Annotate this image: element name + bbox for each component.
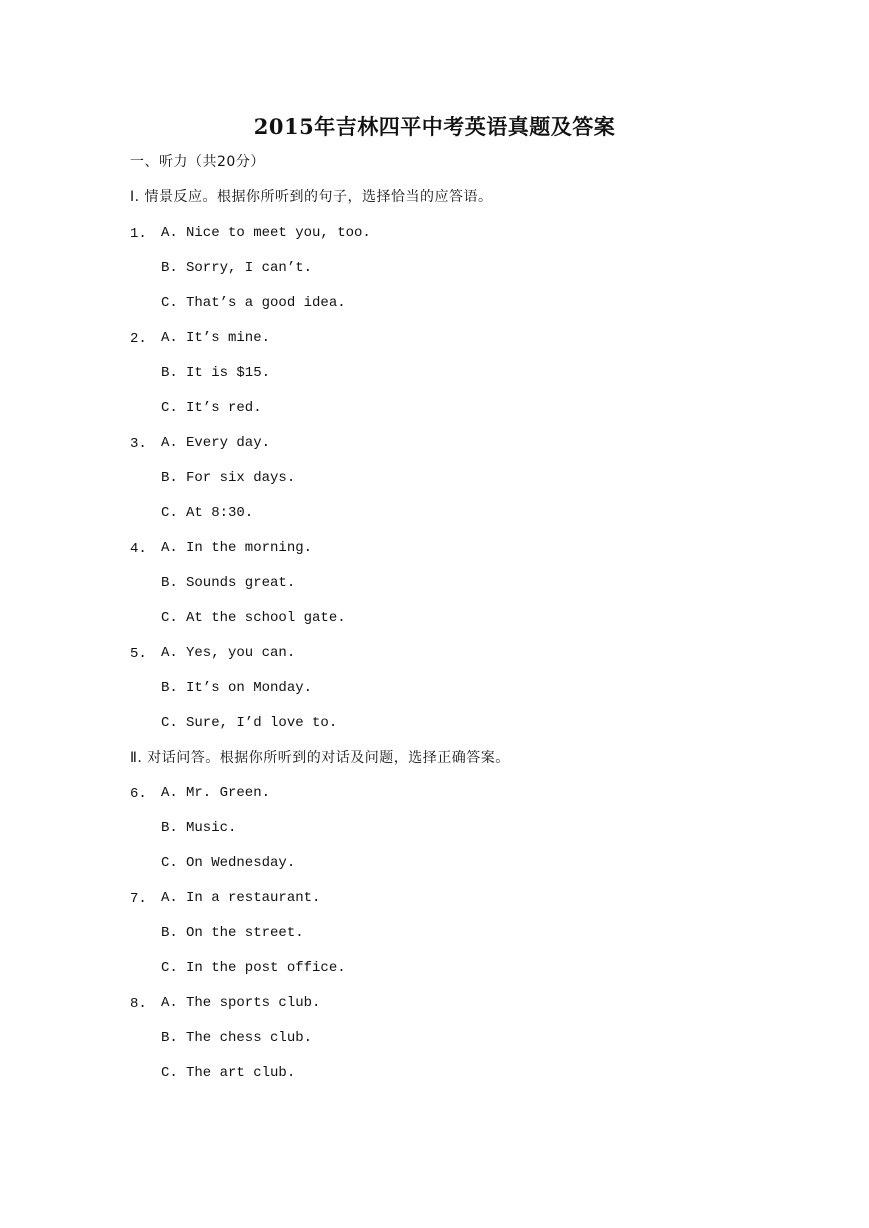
answer-option xyxy=(161,851,295,875)
option-letter: C. xyxy=(161,855,178,871)
answer-option xyxy=(161,781,270,805)
answer-option xyxy=(161,711,337,735)
option-text: Sounds great. xyxy=(186,575,296,591)
option-letter: B. xyxy=(161,260,178,276)
answer-option xyxy=(161,256,312,280)
option-letter: B. xyxy=(161,680,178,696)
option-letter: C. xyxy=(161,715,178,731)
option-letter: A. xyxy=(161,890,178,906)
option-text: It’s mine. xyxy=(186,330,271,346)
answer-option xyxy=(161,956,346,980)
option-letter: B. xyxy=(161,470,178,486)
option-text: In the morning. xyxy=(186,540,313,556)
option-text: Music. xyxy=(186,820,237,836)
answer-option xyxy=(161,921,304,945)
answer-option xyxy=(161,326,270,350)
answer-option xyxy=(161,886,320,910)
option-letter: C. xyxy=(161,610,178,626)
answer-option xyxy=(161,466,295,490)
option-text: It’s red. xyxy=(186,400,262,416)
option-letter: A. xyxy=(161,225,178,241)
document-title: 2015年吉林四平中考英语真题及答案 xyxy=(253,114,616,139)
answer-option xyxy=(161,641,295,665)
option-letter: A. xyxy=(161,435,178,451)
option-letter: B. xyxy=(161,925,178,941)
question-number: 3. xyxy=(130,436,147,452)
question-number: 5. xyxy=(130,646,147,662)
option-letter: C. xyxy=(161,1065,178,1081)
option-letter: C. xyxy=(161,505,178,521)
question-number: 2. xyxy=(130,331,147,347)
option-text: For six days. xyxy=(186,470,296,486)
question-item xyxy=(130,221,161,245)
answer-option xyxy=(161,221,371,245)
answer-option xyxy=(161,396,262,420)
option-text: The chess club. xyxy=(186,1030,313,1046)
option-letter: C. xyxy=(161,960,178,976)
option-letter: A. xyxy=(161,330,178,346)
option-letter: B. xyxy=(161,575,178,591)
option-text: At the school gate. xyxy=(186,610,346,626)
option-text: Yes, you can. xyxy=(186,645,296,661)
question-item xyxy=(130,991,161,1015)
section-heading-listening: 一、听力（共20分） xyxy=(130,154,265,170)
option-letter: B. xyxy=(161,365,178,381)
option-text: Every day. xyxy=(186,435,271,451)
option-text: Nice to meet you, too. xyxy=(186,225,371,241)
option-letter: B. xyxy=(161,1030,178,1046)
option-text: That’s a good idea. xyxy=(186,295,346,311)
option-text: The art club. xyxy=(186,1065,296,1081)
option-text: Sorry, I can’t. xyxy=(186,260,313,276)
question-item xyxy=(130,431,161,455)
question-item xyxy=(130,886,161,910)
option-text: In the post office. xyxy=(186,960,346,976)
option-text: Mr. Green. xyxy=(186,785,271,801)
question-item xyxy=(130,641,161,665)
option-letter: B. xyxy=(161,820,178,836)
option-letter: A. xyxy=(161,645,178,661)
answer-option xyxy=(161,571,295,595)
option-letter: A. xyxy=(161,995,178,1011)
option-text: Sure, I’d love to. xyxy=(186,715,338,731)
option-text: On Wednesday. xyxy=(186,855,296,871)
option-text: It’s on Monday. xyxy=(186,680,313,696)
option-letter: A. xyxy=(161,540,178,556)
answer-option xyxy=(161,816,236,840)
answer-option xyxy=(161,1026,312,1050)
question-item xyxy=(130,536,161,560)
answer-option xyxy=(161,291,346,315)
answer-option xyxy=(161,501,253,525)
question-item xyxy=(130,326,161,350)
option-letter: A. xyxy=(161,785,178,801)
question-number: 1. xyxy=(130,226,147,242)
question-number: 4. xyxy=(130,541,147,557)
answer-option xyxy=(161,606,346,630)
part-heading-dialogue-questions: Ⅱ. 对话问答。根据你所听到的对话及问题，选择正确答案。 xyxy=(130,750,510,766)
option-letter: C. xyxy=(161,400,178,416)
question-number: 7. xyxy=(130,891,147,907)
answer-option xyxy=(161,431,270,455)
part-heading-situational-response: Ⅰ. 情景反应。根据你所听到的句子，选择恰当的应答语。 xyxy=(130,189,493,205)
answer-option xyxy=(161,361,270,385)
option-text: On the street. xyxy=(186,925,304,941)
answer-option xyxy=(161,536,312,560)
answer-option xyxy=(161,1061,295,1085)
option-letter: C. xyxy=(161,295,178,311)
option-text: At 8:30. xyxy=(186,505,254,521)
question-number: 8. xyxy=(130,996,147,1012)
question-item xyxy=(130,781,161,805)
question-number: 6. xyxy=(130,786,147,802)
answer-option xyxy=(161,991,320,1015)
option-text: In a restaurant. xyxy=(186,890,321,906)
answer-option xyxy=(161,676,312,700)
option-text: It is $15. xyxy=(186,365,271,381)
option-text: The sports club. xyxy=(186,995,321,1011)
